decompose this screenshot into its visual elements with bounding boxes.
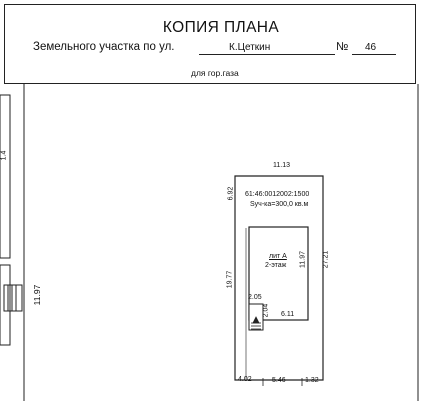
plot-dim-left: 19.77 bbox=[226, 270, 234, 289]
street-value: К.Цеткин bbox=[229, 42, 271, 53]
number-value: 46 bbox=[365, 42, 377, 53]
porch-dim-width: 2.05 bbox=[248, 294, 262, 301]
building-dim-right: 11.97 bbox=[299, 251, 307, 268]
plot-label: Земельного участка по ул. bbox=[33, 41, 175, 53]
document-title: КОПИЯ ПЛАНА bbox=[162, 19, 280, 36]
neighbor-partial-text: 1.4 bbox=[0, 150, 8, 161]
neighbor-plot-upper bbox=[0, 95, 10, 258]
porch-dim-height: 2.04 bbox=[262, 303, 270, 318]
cadastral-number: 61:46:0012002:1500 bbox=[245, 191, 310, 198]
plot-dim-bottom-left: 4.02 bbox=[238, 376, 252, 383]
plot-dim-bottom-right: 1.32 bbox=[305, 377, 319, 384]
building-name: лит А bbox=[269, 253, 287, 260]
purpose-text: для гор.газа bbox=[191, 68, 239, 78]
building-dim-bottom: 6.11 bbox=[281, 311, 295, 318]
plot-dim-right: 27.21 bbox=[322, 250, 330, 269]
building-floors: 2-этаж bbox=[265, 262, 287, 269]
plot-area: Sуч-ка=300,0 кв.м bbox=[250, 201, 309, 208]
neighbor-fence bbox=[4, 285, 22, 311]
plot-dim-left-top: 6.92 bbox=[227, 186, 235, 201]
neighbor-dim: 11.97 bbox=[32, 284, 42, 306]
plot-dim-top: 11.13 bbox=[273, 162, 290, 169]
number-label: № bbox=[336, 41, 349, 53]
plot-dim-bottom-mid: 5.46 bbox=[272, 377, 286, 384]
